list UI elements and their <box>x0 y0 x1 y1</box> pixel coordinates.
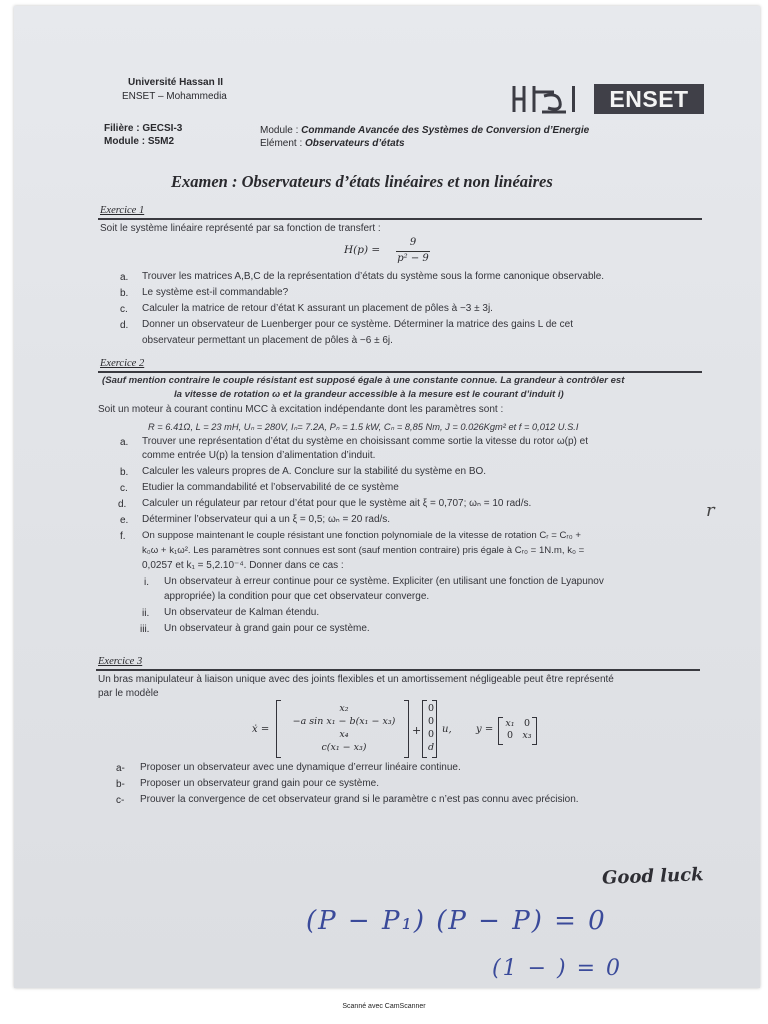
handwritten-equation-2: (1 − ) = 0 <box>492 956 622 981</box>
item-text: Etudier la commandabilité et l’observabilité de ce système <box>142 482 399 493</box>
exam-title: Examen : Observateurs d’états linéaires et non linéaires <box>171 172 553 191</box>
item-label: b. <box>120 467 129 478</box>
bracket-right <box>404 700 409 758</box>
fraction-bar <box>396 251 430 252</box>
exercise-2-intro: Soit un moteur à courant continu MCC à excitation indépendante dont les paramètres sont : <box>98 404 504 415</box>
element-line <box>260 137 405 150</box>
transfer-function-numerator: 9 <box>409 237 417 248</box>
g-row: 0 <box>427 729 435 740</box>
item-label: e. <box>120 515 129 526</box>
output-y-lhs: y = <box>476 724 494 735</box>
uh2c-logo <box>510 82 586 116</box>
item-text: Calculer la matrice de retour d’état K assurant un placement de pôles à −3 ± 3j. <box>142 303 493 314</box>
item-text-continued: observateur permettant un placement de pôles à −6 ± 6j. <box>142 335 393 346</box>
exercise-2-note-line-1: (Sauf mention contraire le couple résistant est supposé égale à une constante connue. La grandeur à contrôler est <box>102 375 625 386</box>
item-label: d. <box>118 499 127 510</box>
scanner-footer: Scanné avec CamScanner <box>342 1003 426 1010</box>
exercise-3-intro-line-1: Un bras manipulateur à liaison unique avec des joints flexibles et un amortissement négligeable peut être représenté <box>98 674 614 685</box>
item-text-continued: k₀ω + k₁ω². Les paramètres sont connues est sont (sauf mention contraire) pris égale à Cᵣ₀ = 1N.m, k₀ = <box>142 545 585 556</box>
module-name: Commande Avancée des Systèmes de Conversion d’Energie <box>301 125 590 136</box>
g-row: 0 <box>427 703 435 714</box>
item-label: b- <box>116 779 125 790</box>
exercise-1-rule <box>98 218 702 220</box>
item-text: Trouver les matrices A,B,C de la représentation d’états du système sous la forme canonique observable. <box>142 271 605 282</box>
bracket-right <box>532 717 537 745</box>
filiere: Filière : GECSI-3 <box>104 123 183 134</box>
motor-parameters: R = 6.41Ω, L = 23 mH, Uₙ = 280V, Iₙ= 7.2A, Pₙ = 1.5 kW, Cₙ = 8,85 Nm, J = 0.026Kgm² et f = 0,012 U.S.I <box>148 422 579 432</box>
item-text: Proposer un observateur grand gain pour ce système. <box>140 778 380 789</box>
margin-pen-mark: r <box>706 500 715 521</box>
handwritten-equation-1: (P − P₁) (P − P) = 0 <box>306 906 607 936</box>
input-u: u, <box>442 724 452 735</box>
item-text: Le système est-il commandable? <box>142 287 289 298</box>
g-row: 0 <box>427 716 435 727</box>
subitem-text: Un observateur à grand gain pour ce système. <box>164 623 370 634</box>
item-text: Donner un observateur de Luenberger pour ce système. Déterminer la matrice des gains L de cet <box>142 319 573 330</box>
plus-sign: + <box>412 724 422 737</box>
f-row: −a sin x₁ − b(x₁ − x₃) <box>292 716 396 727</box>
y-cell: x₁ <box>505 718 515 729</box>
item-text: Calculer les valeurs propres de A. Conclure sur la stabilité du système en BO. <box>142 466 487 477</box>
module-line <box>260 124 589 137</box>
item-text: Calculer un régulateur par retour d’état pour que le système ait ξ = 0,707; ωₙ = 10 rad/s. <box>142 498 532 509</box>
subitem-text: Un observateur de Kalman étendu. <box>164 607 320 618</box>
module-code: Module : S5M2 <box>104 136 175 147</box>
exam-sheet <box>14 6 760 988</box>
module-label: Module : <box>260 125 302 136</box>
item-label: f. <box>120 531 126 542</box>
item-text-continued: comme entrée U(p) la tension d’alimentation d’induit. <box>142 450 376 461</box>
item-label: c. <box>120 304 128 315</box>
item-label: a. <box>120 437 129 448</box>
xdot-symbol: ẋ = <box>252 724 270 735</box>
item-label: b. <box>120 288 129 299</box>
element-name: Observateurs d’états <box>305 138 405 149</box>
y-cell: 0 <box>506 730 514 741</box>
exercise-3-rule <box>96 669 700 671</box>
y-cell: 0 <box>523 718 531 729</box>
f-row: c(x₁ − x₃) <box>321 742 367 753</box>
item-text: Prouver la convergence de cet observateur grand si le paramètre c n’est pas connu avec précision. <box>140 794 579 805</box>
item-text: Trouver une représentation d’état du système en choisissant comme sortie la vitesse du rotor ω(p) et <box>142 436 588 447</box>
exercise-1-intro: Soit le système linéaire représenté par sa fonction de transfert : <box>100 223 381 234</box>
g-row: d <box>427 742 435 753</box>
item-label: a. <box>120 272 129 283</box>
good-luck-signoff: Good luck <box>601 864 704 889</box>
item-text-continued: 0,0257 et k₁ = 5,2.10⁻⁴. Donner dans ce cas : <box>142 560 344 571</box>
subitem-label: ii. <box>142 608 150 619</box>
item-text: Déterminer l’observateur qui a un ξ = 0,5; ωₙ = 20 rad/s. <box>142 514 391 525</box>
transfer-function-lhs: H(p) = <box>344 244 381 256</box>
subitem-text: Un observateur à erreur continue pour ce système. Expliciter (en utilisant une fonction de Lyapunov <box>164 576 604 587</box>
transfer-function-denominator: p² − 9 <box>397 253 429 264</box>
element-label: Elément : <box>260 138 306 149</box>
item-text: On suppose maintenant le couple résistant une fonction polynomiale de la vitesse de rotation Cᵣ = Cᵣ₀ + <box>142 530 581 541</box>
exercise-3-heading: Exercice 3 <box>98 656 143 667</box>
item-label: c. <box>120 483 128 494</box>
enset-logo: ENSET <box>594 84 704 114</box>
f-row: x₂ <box>339 703 349 714</box>
item-label: d. <box>120 320 129 331</box>
item-label: a- <box>116 763 125 774</box>
subitem-label: iii. <box>140 624 150 635</box>
bracket-left <box>276 700 281 758</box>
exercise-1-heading: Exercice 1 <box>100 205 145 216</box>
item-label: c- <box>116 795 125 806</box>
exercise-2-note-line-2: la vitesse de rotation ω et la grandeur accessible à la mesure est le courant d’induit i) <box>174 389 564 400</box>
school-name: ENSET – Mohammedia <box>122 91 227 102</box>
subitem-text-continued: appropriée) la condition pour que cet observateur converge. <box>164 591 430 602</box>
university-name: Université Hassan II <box>128 77 224 88</box>
exercise-2-heading: Exercice 2 <box>100 358 145 369</box>
subitem-label: i. <box>144 577 149 588</box>
exercise-2-rule <box>98 371 702 373</box>
item-text: Proposer un observateur avec une dynamique d’erreur linéaire continue. <box>140 762 461 773</box>
bracket-right <box>432 700 437 758</box>
exercise-3-intro-line-2: par le modèle <box>98 688 159 699</box>
y-cell: x₃ <box>522 730 532 741</box>
f-row: x₄ <box>339 729 349 740</box>
